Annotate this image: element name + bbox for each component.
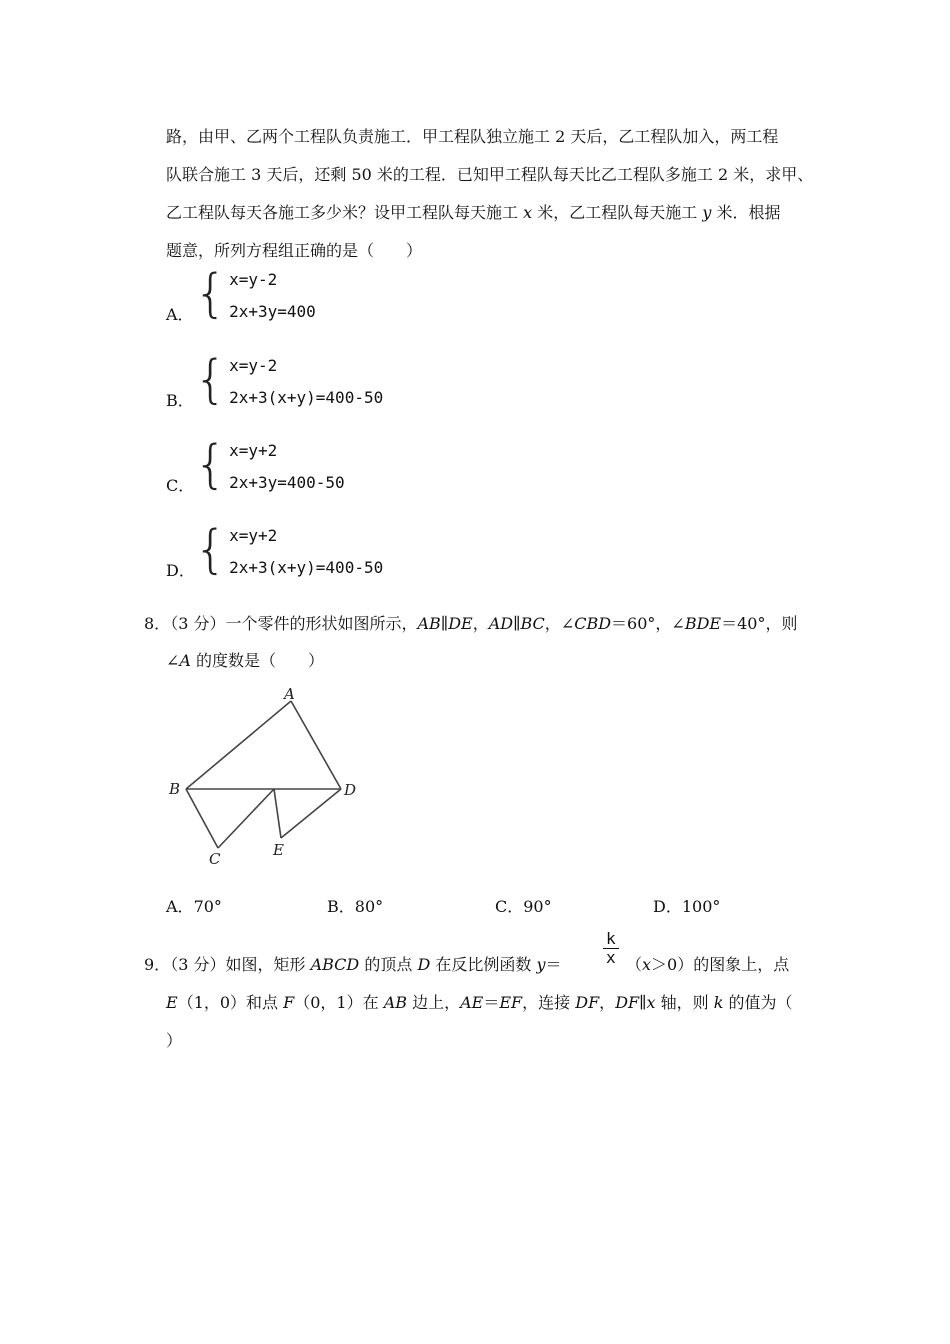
segment-ba xyxy=(186,701,291,789)
fraction-denominator: x xyxy=(606,948,616,967)
segment-ed xyxy=(281,789,341,838)
q8-number: 8． xyxy=(144,614,171,633)
q7-text-line-1: 路，由甲、乙两个工程队负责施工．甲工程队独立施工 2 天后，乙工程队加入，两工程 xyxy=(166,127,779,146)
q7-text-line-3: 乙工程队每天各施工多少米？设甲工程队每天施工 x 米，乙工程队每天施工 y 米．根据 xyxy=(166,203,781,222)
brace-symbol: { xyxy=(194,350,228,410)
segment-c-mid xyxy=(218,789,274,848)
q7-option-c-eq2: 2x+3y=400-50 xyxy=(229,473,345,492)
q8-text-line-1: 8．（3 分）一个零件的形状如图所示，AB∥DE，AD∥BC，∠CBD＝60°，∠BDE＝40°，则 xyxy=(144,614,798,633)
point-label-e: E xyxy=(273,841,284,859)
q7-option-c-system xyxy=(194,435,345,495)
q7-option-b-eq1: x=y-2 xyxy=(229,356,278,375)
q9-number: 9． xyxy=(144,955,171,974)
q7-option-c-label: C． xyxy=(166,476,195,495)
point-label-a: A xyxy=(284,685,295,703)
q7-option-d-eq1: x=y+2 xyxy=(229,526,278,545)
q7-text-line-4: 题意，所列方程组正确的是（ ） xyxy=(166,241,423,260)
q8-option-d: D．100° xyxy=(653,897,721,916)
segment-bc xyxy=(186,789,218,848)
q7-option-d-system xyxy=(194,520,384,580)
segment-ad xyxy=(291,701,341,789)
q9-text-line-1a: 9．（3 分）如图，矩形 ABCD 的顶点 D 在反比例函数 y＝ xyxy=(144,955,562,974)
point-label-b: B xyxy=(169,780,181,798)
q7-option-a-system xyxy=(194,264,316,324)
q8-geometry-figure xyxy=(160,680,370,870)
brace-symbol: { xyxy=(194,435,228,495)
segment-mid-e xyxy=(274,789,281,838)
q9-text-line-1b: （x＞0）的图象上，点 xyxy=(626,955,790,974)
q7-option-b-eq2: 2x+3(x+y)=400-50 xyxy=(229,388,384,407)
q7-option-c-eq1: x=y+2 xyxy=(229,441,278,460)
fraction-numerator: k xyxy=(603,930,619,949)
q9-text-line-2: E（1，0）和点 F（0，1）在 AB 边上，AE＝EF，连接 DF，DF∥x 轴，则 k 的值为（ xyxy=(166,993,793,1012)
q7-option-a-eq2: 2x+3y=400 xyxy=(229,302,316,321)
q7-option-b-label: B． xyxy=(166,391,194,410)
q8-option-c: C．90° xyxy=(495,897,552,916)
q7-option-d-eq2: 2x+3(x+y)=400-50 xyxy=(229,558,384,577)
q8-text-line-2: ∠A 的度数是（ ） xyxy=(166,651,325,670)
q9-fraction-k-over-x xyxy=(603,930,619,967)
q7-text-line-2: 队联合施工 3 天后，还剩 50 米的工程．已知甲工程队每天比乙工程队多施工 2 米，求甲、 xyxy=(166,165,814,184)
q9-text-line-3: ） xyxy=(166,1031,183,1050)
point-label-d: D xyxy=(344,781,357,799)
q8-option-b: B．80° xyxy=(327,897,384,916)
q7-option-a-eq1: x=y-2 xyxy=(229,270,278,289)
q7-option-a-label: A． xyxy=(166,305,194,324)
q7-option-b-system xyxy=(194,350,384,410)
brace-symbol: { xyxy=(194,264,228,324)
q8-option-a: A．70° xyxy=(166,897,222,916)
q7-option-d-label: D． xyxy=(166,561,195,580)
brace-symbol: { xyxy=(194,520,228,580)
point-label-c: C xyxy=(209,850,221,868)
